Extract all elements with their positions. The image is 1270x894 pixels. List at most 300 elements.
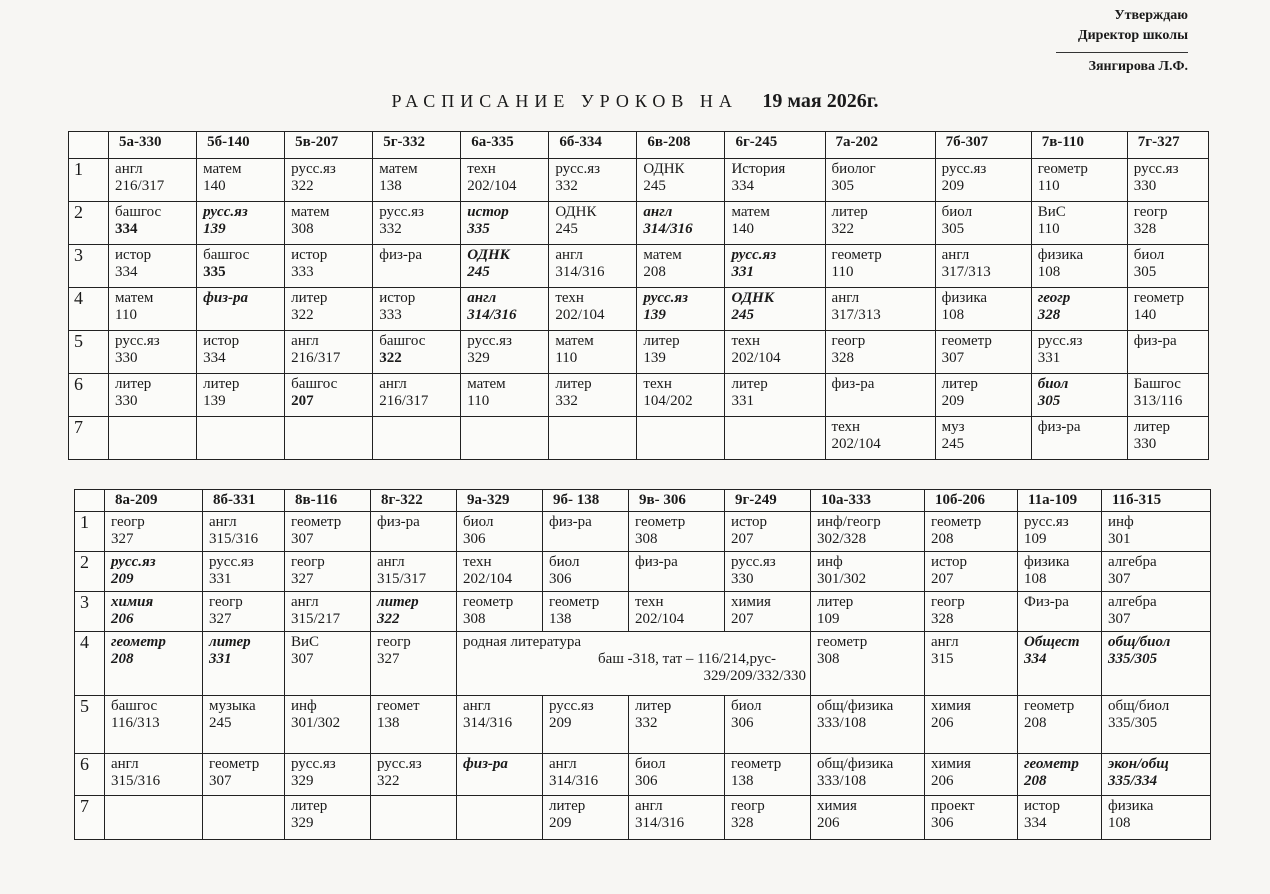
lesson-row [69, 331, 1209, 374]
lesson-cell [203, 696, 285, 754]
subject: геометр [291, 514, 342, 530]
lesson-row [69, 288, 1209, 331]
subject: музыка [209, 698, 256, 714]
lesson-cell [1127, 288, 1208, 331]
subject: литер [549, 798, 586, 814]
lesson-cell [1127, 374, 1208, 417]
subject: англ [291, 594, 319, 610]
subject: геогр [1037, 290, 1071, 306]
class-header: 9а-329 [457, 490, 543, 512]
subject: инф/геогр [817, 514, 881, 530]
lesson-cell [629, 512, 725, 552]
lesson-row [69, 374, 1209, 417]
subject: литер [555, 376, 592, 392]
lesson-cell [371, 696, 457, 754]
lesson-cell [925, 592, 1018, 632]
room: 330 [1133, 436, 1157, 452]
subject: истор [115, 247, 152, 263]
lesson-cell [373, 331, 461, 374]
subject: русс.яз [115, 333, 160, 349]
subject: биолог [831, 161, 876, 177]
lesson-cell [825, 331, 935, 374]
lesson-cell [725, 796, 811, 840]
room: 207 [731, 611, 754, 627]
lesson-cell [461, 374, 549, 417]
lesson-cell [1102, 512, 1211, 552]
room: 307 [291, 651, 314, 667]
room: 307 [209, 773, 232, 789]
subject: русс.яз [731, 247, 777, 263]
lesson-cell [925, 696, 1018, 754]
lesson-cell [197, 374, 285, 417]
lesson-cell [373, 374, 461, 417]
lesson-row [69, 202, 1209, 245]
corner-cell [75, 490, 105, 512]
lesson-cell [1127, 417, 1208, 460]
room: 108 [941, 307, 965, 323]
subject: биол [1037, 376, 1069, 392]
lesson-cell [105, 796, 203, 840]
subject: физика [941, 290, 988, 306]
lesson-cell [725, 552, 811, 592]
room: 140 [1133, 307, 1157, 323]
lesson-cell [725, 754, 811, 796]
room: 327 [111, 531, 134, 547]
room: 328 [1133, 221, 1157, 237]
room: 209 [941, 393, 965, 409]
room: 308 [291, 221, 314, 237]
room: 335/305 [1108, 651, 1158, 667]
lesson-cell [285, 245, 373, 288]
room: 331 [209, 571, 232, 587]
lesson-number: 5 [75, 696, 105, 754]
lesson-cell [109, 159, 197, 202]
room: 110 [555, 350, 578, 366]
schedule-table-grades-8-11 [74, 489, 1211, 840]
room: 245 [209, 715, 232, 731]
room: 335/334 [1108, 773, 1158, 789]
subject: геометр [731, 756, 782, 772]
schedule-table-grades-5-7 [68, 131, 1209, 460]
room: 110 [467, 393, 490, 409]
lesson-cell [1018, 552, 1102, 592]
room: 322 [377, 611, 400, 627]
lesson-cell [725, 245, 825, 288]
room: 306 [931, 815, 954, 831]
lesson-cell [285, 796, 371, 840]
lesson-cell [637, 417, 725, 460]
subject: истор [731, 514, 768, 530]
subject: геогр [831, 333, 866, 349]
room: 330 [115, 393, 138, 409]
subject: русс.яз [555, 161, 601, 177]
lesson-cell [811, 592, 925, 632]
native-literature-line2: баш -318, тат – 116/214,рус- [598, 651, 776, 667]
room: 245 [731, 307, 754, 323]
room: 202/104 [555, 307, 605, 323]
room: 307 [291, 531, 314, 547]
class-header: 10б-206 [925, 490, 1018, 512]
lesson-cell [935, 202, 1031, 245]
lesson-cell [371, 552, 457, 592]
subject: геогр [377, 634, 411, 650]
class-header: 7г-327 [1127, 132, 1208, 159]
room: 327 [209, 611, 232, 627]
lesson-row [75, 512, 1211, 552]
lesson-cell [1102, 796, 1211, 840]
subject: физ-ра [549, 514, 592, 530]
room: 138 [731, 773, 754, 789]
subject: физика [1024, 554, 1070, 570]
subject: ВиС [1037, 204, 1066, 220]
room: 313/116 [1133, 393, 1183, 409]
room: 208 [643, 264, 666, 280]
lesson-cell [1018, 696, 1102, 754]
lesson-cell [285, 754, 371, 796]
room: 216/317 [379, 393, 429, 409]
lesson-cell [373, 288, 461, 331]
room: 327 [291, 571, 314, 587]
lesson-cell [811, 552, 925, 592]
room: 332 [555, 178, 578, 194]
lesson-cell [1018, 632, 1102, 696]
lesson-cell [935, 417, 1031, 460]
room: 329 [291, 815, 314, 831]
room: 305 [941, 221, 965, 237]
class-header: 5б-140 [197, 132, 285, 159]
room: 208 [1024, 773, 1047, 789]
room: 315/316 [209, 531, 259, 547]
subject: геометр [1024, 698, 1075, 714]
native-literature-title: родная литература [463, 634, 582, 650]
subject: англ [209, 514, 237, 530]
room: 329 [467, 350, 490, 366]
subject: русс.яз [203, 204, 248, 220]
room: 329 [291, 773, 314, 789]
subject: башгос [115, 204, 162, 220]
lesson-cell [1127, 159, 1208, 202]
subject: ОДНК [731, 290, 775, 306]
class-header: 9в- 306 [629, 490, 725, 512]
lesson-cell [1018, 796, 1102, 840]
subject: башгос [379, 333, 426, 349]
subject: геогр [111, 514, 145, 530]
room: 317/313 [941, 264, 991, 280]
lesson-cell [1102, 552, 1211, 592]
lesson-cell [725, 417, 825, 460]
subject: литер [831, 204, 868, 220]
subject: общ/физика [817, 698, 894, 714]
lesson-cell [629, 552, 725, 592]
class-header: 5а-330 [109, 132, 197, 159]
lesson-number: 4 [75, 632, 105, 696]
room: 328 [1037, 307, 1061, 323]
room: 202/104 [463, 571, 513, 587]
room: 331 [731, 264, 754, 280]
room: 314/316 [467, 307, 517, 323]
lesson-cell [1031, 417, 1127, 460]
lesson-row [75, 632, 1211, 696]
lesson-cell [105, 754, 203, 796]
room: 333/108 [817, 773, 867, 789]
room: 322 [291, 307, 314, 323]
room: 110 [115, 307, 137, 323]
lesson-cell [629, 796, 725, 840]
subject: литер [817, 594, 854, 610]
room: 333 [379, 307, 402, 323]
lesson-cell [825, 202, 935, 245]
room: 308 [463, 611, 486, 627]
room: 209 [111, 571, 134, 587]
room: 206 [111, 611, 134, 627]
room: 308 [635, 531, 658, 547]
lesson-cell [725, 696, 811, 754]
lesson-cell [285, 202, 373, 245]
lesson-cell [549, 331, 637, 374]
room: 305 [1133, 264, 1157, 280]
subject: англ [643, 204, 673, 220]
room: 317/313 [831, 307, 881, 323]
room: 301/302 [291, 715, 341, 731]
room: 328 [831, 350, 855, 366]
room: 209 [549, 715, 572, 731]
lesson-cell [197, 331, 285, 374]
subject: биол [463, 514, 494, 530]
subject: геомет [377, 698, 420, 714]
room: 245 [555, 221, 578, 237]
lesson-cell [285, 592, 371, 632]
lesson-number: 5 [69, 331, 109, 374]
lesson-cell [285, 331, 373, 374]
room: 301 [1108, 531, 1131, 547]
lesson-cell [373, 202, 461, 245]
lesson-number: 2 [75, 552, 105, 592]
lesson-row [69, 417, 1209, 460]
room: 315/317 [377, 571, 427, 587]
lesson-cell [811, 512, 925, 552]
lesson-cell [457, 696, 543, 754]
subject: Физ-ра [1024, 594, 1069, 610]
lesson-cell [285, 288, 373, 331]
lesson-cell [1018, 512, 1102, 552]
subject: башгос [291, 376, 338, 392]
lesson-cell [543, 592, 629, 632]
subject: геометр [1024, 756, 1079, 772]
lesson-cell [543, 552, 629, 592]
approval-block [1056, 6, 1188, 77]
room: 139 [643, 307, 666, 323]
subject: физ-ра [377, 514, 420, 530]
lesson-cell [725, 159, 825, 202]
lesson-cell [371, 754, 457, 796]
subject: биол [941, 204, 973, 220]
lesson-cell [285, 512, 371, 552]
room: 108 [1108, 815, 1131, 831]
subject: ОДНК [555, 204, 597, 220]
room: 334 [1024, 815, 1047, 831]
room: 306 [549, 571, 572, 587]
subject: башгос [111, 698, 158, 714]
subject: англ [467, 290, 497, 306]
lesson-row [69, 245, 1209, 288]
page-title [0, 90, 1270, 113]
room: 139 [203, 221, 226, 237]
lesson-row [75, 592, 1211, 632]
class-header: 11б-315 [1102, 490, 1211, 512]
lesson-cell [197, 245, 285, 288]
room: 140 [203, 178, 226, 194]
subject: алгебра [1108, 594, 1157, 610]
lesson-cell [105, 632, 203, 696]
subject: физика [1108, 798, 1154, 814]
room: 110 [1037, 178, 1060, 194]
subject: биол [549, 554, 580, 570]
class-header: 8а-209 [105, 490, 203, 512]
lesson-cell [1127, 331, 1208, 374]
room: 322 [377, 773, 400, 789]
subject: истор [203, 333, 240, 349]
room: 330 [1133, 178, 1157, 194]
subject: русс.яз [1133, 161, 1179, 177]
room: 306 [463, 531, 486, 547]
lesson-cell [811, 796, 925, 840]
lesson-cell [637, 159, 725, 202]
subject: англ [931, 634, 959, 650]
lesson-cell [109, 245, 197, 288]
subject: истор [379, 290, 416, 306]
subject: русс.яз [1024, 514, 1069, 530]
room: 208 [111, 651, 134, 667]
lesson-number: 3 [75, 592, 105, 632]
lesson-cell [1127, 245, 1208, 288]
subject: физ-ра [1133, 333, 1177, 349]
lesson-cell [461, 202, 549, 245]
subject: физика [1037, 247, 1084, 263]
room: 108 [1024, 571, 1047, 587]
subject: литер [941, 376, 978, 392]
subject: История [731, 161, 786, 177]
subject: русс.яз [1037, 333, 1083, 349]
room: 306 [731, 715, 754, 731]
room: 109 [1024, 531, 1047, 547]
lesson-number: 3 [69, 245, 109, 288]
lesson-number: 2 [69, 202, 109, 245]
lesson-cell [925, 552, 1018, 592]
lesson-cell [725, 331, 825, 374]
room: 108 [1037, 264, 1061, 280]
subject: матем [203, 161, 242, 177]
room: 335 [203, 264, 226, 280]
subject: англ [377, 554, 405, 570]
room: 308 [817, 651, 840, 667]
schedule-date: 19 мая 2026г. [762, 90, 879, 112]
room: 206 [817, 815, 840, 831]
lesson-cell [285, 632, 371, 696]
class-header: 6в-208 [637, 132, 725, 159]
subject: геометр [817, 634, 868, 650]
room: 245 [941, 436, 965, 452]
room: 335 [467, 221, 490, 237]
lesson-cell [637, 331, 725, 374]
room: 334 [1024, 651, 1047, 667]
subject: Башгос [1133, 376, 1181, 392]
room: 332 [555, 393, 578, 409]
lesson-cell [197, 202, 285, 245]
subject: литер [731, 376, 768, 392]
lesson-cell [373, 417, 461, 460]
lesson-cell [549, 417, 637, 460]
subject: геометр [111, 634, 166, 650]
lesson-cell [1127, 202, 1208, 245]
subject: англ [115, 161, 143, 177]
subject: истор [1024, 798, 1061, 814]
class-header: 9г-249 [725, 490, 811, 512]
room: 328 [731, 815, 754, 831]
subject: ОДНК [643, 161, 685, 177]
lesson-cell [825, 417, 935, 460]
subject: геогр [1133, 204, 1168, 220]
lesson-cell [461, 245, 549, 288]
lesson-cell [725, 202, 825, 245]
room: 314/316 [643, 221, 693, 237]
lesson-row [75, 796, 1211, 840]
lesson-cell [371, 796, 457, 840]
lesson-cell [637, 288, 725, 331]
subject: инф [1108, 514, 1134, 530]
class-header: 5в-207 [285, 132, 373, 159]
lesson-cell [935, 331, 1031, 374]
lesson-cell [109, 331, 197, 374]
class-header: 10а-333 [811, 490, 925, 512]
lesson-cell [197, 417, 285, 460]
subject: химия [817, 798, 857, 814]
lesson-cell [629, 754, 725, 796]
room: 306 [635, 773, 658, 789]
lesson-cell [457, 754, 543, 796]
room: 332 [635, 715, 658, 731]
room: 140 [731, 221, 754, 237]
lesson-cell [811, 696, 925, 754]
subject: экон/общ [1108, 756, 1169, 772]
lesson-cell [825, 159, 935, 202]
lesson-cell [197, 159, 285, 202]
lesson-number: 1 [69, 159, 109, 202]
signature-line [1056, 52, 1188, 53]
room: 327 [377, 651, 400, 667]
subject: русс.яз [291, 161, 336, 177]
room: 330 [115, 350, 138, 366]
class-header: 7в-110 [1031, 132, 1127, 159]
lesson-cell [105, 512, 203, 552]
subject: техн [463, 554, 492, 570]
room: 139 [643, 350, 666, 366]
lesson-cell [109, 417, 197, 460]
class-header: 5г-332 [373, 132, 461, 159]
subject: русс.яз [111, 554, 156, 570]
subject: матем [555, 333, 594, 349]
lesson-cell [1102, 696, 1211, 754]
lesson-cell [461, 159, 549, 202]
lesson-cell [629, 592, 725, 632]
class-header-row [69, 132, 1209, 159]
class-header-row [75, 490, 1211, 512]
room: 206 [931, 715, 954, 731]
subject: англ [941, 247, 970, 263]
lesson-row [75, 754, 1211, 796]
lesson-cell [109, 202, 197, 245]
subject: геометр [931, 514, 982, 530]
lesson-cell [457, 592, 543, 632]
